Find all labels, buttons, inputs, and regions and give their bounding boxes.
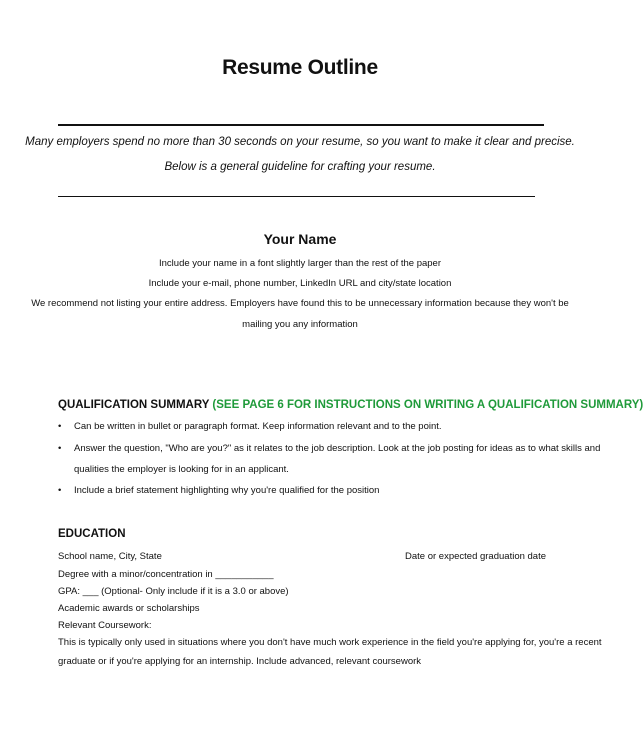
list-item-continuation: qualities the employer is looking for in an applicant. bbox=[74, 464, 289, 475]
graduation-date: Date or expected graduation date bbox=[405, 551, 547, 562]
education-heading: EDUCATION bbox=[58, 528, 126, 540]
intro-line-1: Many employers spend no more than 30 seconds on your resume, so you want to make it clear and precise. bbox=[25, 136, 575, 148]
top-divider bbox=[58, 124, 544, 126]
list-item-text: Answer the question, "Who are you?" as it relates to the job description. Look at the job posting for ideas as to what skills and bbox=[74, 443, 601, 454]
name-instruction-4: mailing you any information bbox=[242, 319, 358, 330]
name-instruction-1: Include your name in a font slightly larger than the rest of the paper bbox=[159, 258, 441, 269]
qualification-summary-note: (SEE PAGE 6 FOR INSTRUCTIONS ON WRITING A QUALIFICATION SUMMARY) bbox=[212, 399, 643, 411]
qualification-summary-title: QUALIFICATION SUMMARY bbox=[58, 399, 210, 411]
bullet-icon: • bbox=[58, 485, 62, 496]
page-title: Resume Outline bbox=[222, 56, 378, 79]
name-instruction-3: We recommend not listing your entire address. Employers have found this to be unnecessary information because they won't be bbox=[31, 298, 569, 309]
list-item-text: Include a brief statement highlighting why you're qualified for the position bbox=[74, 485, 380, 496]
coursework-note-1: This is typically only used in situations where you don't have much work experience in the field you're applying for, you're a recent bbox=[58, 637, 602, 648]
degree-line: Degree with a minor/concentration in ___________ bbox=[58, 569, 274, 580]
gpa-line: GPA: ___ (Optional- Only include if it is a 3.0 or above) bbox=[58, 586, 289, 597]
intro-divider bbox=[58, 196, 535, 197]
name-heading: Your Name bbox=[263, 231, 337, 247]
name-instruction-2: Include your e-mail, phone number, LinkedIn URL and city/state location bbox=[148, 278, 452, 289]
bullet-icon: • bbox=[58, 443, 62, 454]
qualification-summary-heading bbox=[58, 399, 643, 411]
awards-line: Academic awards or scholarships bbox=[58, 603, 200, 614]
school-line: School name, City, State bbox=[58, 551, 162, 562]
coursework-note-2: graduate or if you're applying for an internship. Include advanced, relevant coursework bbox=[58, 656, 422, 667]
bullet-icon: • bbox=[58, 421, 62, 432]
list-item-text: Can be written in bullet or paragraph format. Keep information relevant and to the point. bbox=[74, 421, 442, 432]
intro-line-2: Below is a general guideline for crafting your resume. bbox=[164, 161, 436, 173]
coursework-label: Relevant Coursework: bbox=[58, 620, 152, 631]
